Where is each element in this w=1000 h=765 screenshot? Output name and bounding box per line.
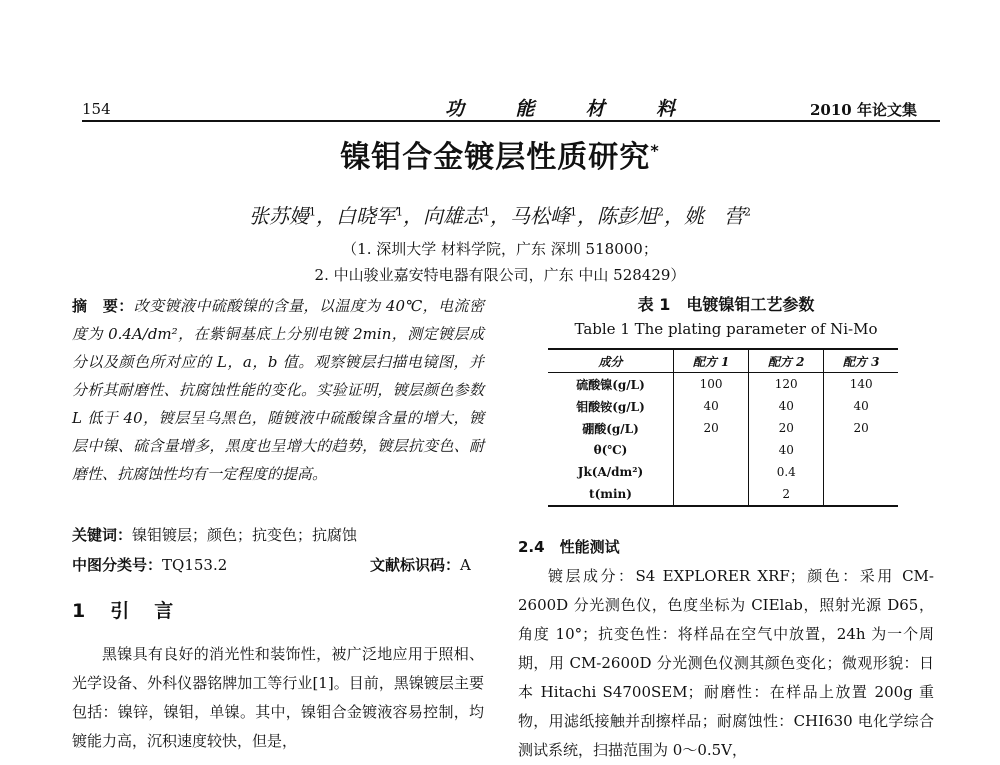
section-heading-performance-test: 2.4 性能测试 <box>518 538 620 556</box>
table-cell: 40 <box>749 439 824 461</box>
table-row <box>548 461 898 483</box>
table-cell <box>824 439 898 461</box>
table-cell <box>674 461 749 483</box>
table-cell <box>674 439 749 461</box>
author-affiliation: 2 <box>744 205 751 219</box>
document-code <box>370 554 471 575</box>
table-row <box>548 417 898 439</box>
keywords <box>72 524 484 545</box>
table-cell: 20 <box>824 417 898 439</box>
doc-code-label: 文献标识码： <box>370 556 461 574</box>
section-heading-introduction: 1 引 言 <box>72 600 177 622</box>
table-cell: t(min) <box>548 483 674 506</box>
title-footnote-mark: * <box>650 141 660 160</box>
table-cell: 140 <box>824 373 898 396</box>
author-affiliation: 2 <box>657 205 664 219</box>
title-text: 镍钼合金镀层性质研究 <box>340 140 651 175</box>
author-affiliation: 1 <box>309 205 316 219</box>
table-cell: 20 <box>674 417 749 439</box>
keywords-label: 关键词： <box>72 526 133 544</box>
journal-char: 材 <box>585 98 605 120</box>
table-cell: 100 <box>674 373 749 396</box>
table-row <box>548 395 898 417</box>
page-number: 154 <box>82 100 111 118</box>
table-cell: 20 <box>749 417 824 439</box>
table-header-row <box>548 349 898 373</box>
journal-char: 功 <box>445 98 465 120</box>
performance-test-paragraph: 镀层成分：S4 EXPLORER XRF；颜色：采用 CM-2600D 分光测色仪，色度坐标为 CIElab，照射光源 D65，角度 10°；抗变色性：将样品在空气中放置，24h 为一个周期，用 CM-2600D 分光测色仪测其颜色变化；微观形貌：日本 Hitachi S4700SEM；耐磨性：在样品上放置 200g 重物，用滤纸接触并刮擦样品；耐腐蚀性：CHI630 电化学综合测试系统，扫描范围为 0～0.5V， <box>518 567 934 759</box>
doc-code-value: A <box>460 556 471 574</box>
author-affiliation: 1 <box>396 205 403 219</box>
affiliation-1: （1. 深圳大学 材料学院，广东 深圳 518000； <box>342 240 658 258</box>
author-name: 姚 营 <box>684 204 744 228</box>
table-cell: 40 <box>674 395 749 417</box>
paper-title <box>0 132 1000 176</box>
plating-parameter-table <box>548 348 898 507</box>
table-header-cell: 配方 3 <box>824 349 898 373</box>
table-row <box>548 439 898 461</box>
affiliation-2: 2. 中山骏业嘉安特电器有限公司，广东 中山 528429） <box>314 266 686 284</box>
author-name: 陈彭旭 <box>597 204 657 228</box>
abstract <box>72 292 484 488</box>
clc-value: TQ153.2 <box>162 556 228 574</box>
table-caption-en: Table 1 The plating parameter of Ni-Mo <box>574 320 878 338</box>
author-list: 张苏嫚$^1$，白晓军$^1$，向雄志$^1$，马松峰$^1$，陈彭旭$^2$，姚 营$^2$ <box>249 204 751 228</box>
journal-char: 能 <box>515 98 535 120</box>
table-cell <box>674 483 749 506</box>
issue-label: 2010 年论文集 <box>810 101 917 119</box>
journal-char: 料 <box>655 98 675 120</box>
author-name: 张苏嫚 <box>249 204 309 228</box>
author-name: 马松峰 <box>510 204 570 228</box>
author-affiliation: 1 <box>570 205 577 219</box>
table-cell <box>824 461 898 483</box>
author-name: 向雄志 <box>423 204 483 228</box>
table-cell <box>824 483 898 506</box>
author-name: 白晓军 <box>336 204 396 228</box>
table-row <box>548 483 898 506</box>
table-cell: θ(℃) <box>593 443 628 457</box>
table-cell: Jk(A/dm²) <box>577 465 644 479</box>
abstract-text: 改变镀液中硫酸镍的含量，以温度为 40℃，电流密度为 0.4A/dm²，在紫铜基底上分别电镀 2min，测定镀层成分以及颜色所对应的 L，a，b 值。观察镀层扫描电镜图，并分析其耐磨性、抗腐蚀性能的变化。实验证明，镀层颜色参数 L 低于 40，镀层呈乌黑色，随镀液中硫酸镍含量的增大，镀层中镍、硫含量增多，黑度也呈增大的趋势，镀层抗变色、耐磨性、抗腐蚀性均有一定程度的提高。 <box>72 297 484 483</box>
table-cell: 40 <box>749 395 824 417</box>
table-header-cell: 配方 1 <box>674 349 749 373</box>
table-cell: 40 <box>824 395 898 417</box>
table-cell: 2 <box>749 483 824 506</box>
abstract-label: 摘 要： <box>72 297 134 315</box>
table-cell: 0.4 <box>749 461 824 483</box>
table-cell: 钼酸铵(g/L) <box>576 399 645 414</box>
table-cell: 硼酸(g/L) <box>582 421 639 436</box>
journal-name <box>445 94 675 121</box>
table-header-cell: 配方 2 <box>749 349 824 373</box>
table-header-cell: 成分 <box>548 349 674 373</box>
author-affiliation: 1 <box>483 205 490 219</box>
keywords-text: 镍钼镀层；颜色；抗变色；抗腐蚀 <box>132 526 358 544</box>
table-row <box>548 373 898 396</box>
table-cell: 硫酸镍(g/L) <box>576 377 645 392</box>
table-caption-cn: 表 1 电镀镍钼工艺参数 <box>637 295 815 314</box>
table-cell: 120 <box>749 373 824 396</box>
introduction-paragraph: 黑镍具有良好的消光性和装饰性，被广泛地应用于照相、光学设备、外科仪器铭牌加工等行业[1]。目前，黑镍镀层主要包括：镍锌，镍钼，单镍。其中，镍钼合金镀液容易控制，均镀能力高，沉积速度较快，但是， <box>72 645 484 750</box>
clc-label: 中图分类号： <box>72 556 163 574</box>
header-rule <box>82 120 940 122</box>
